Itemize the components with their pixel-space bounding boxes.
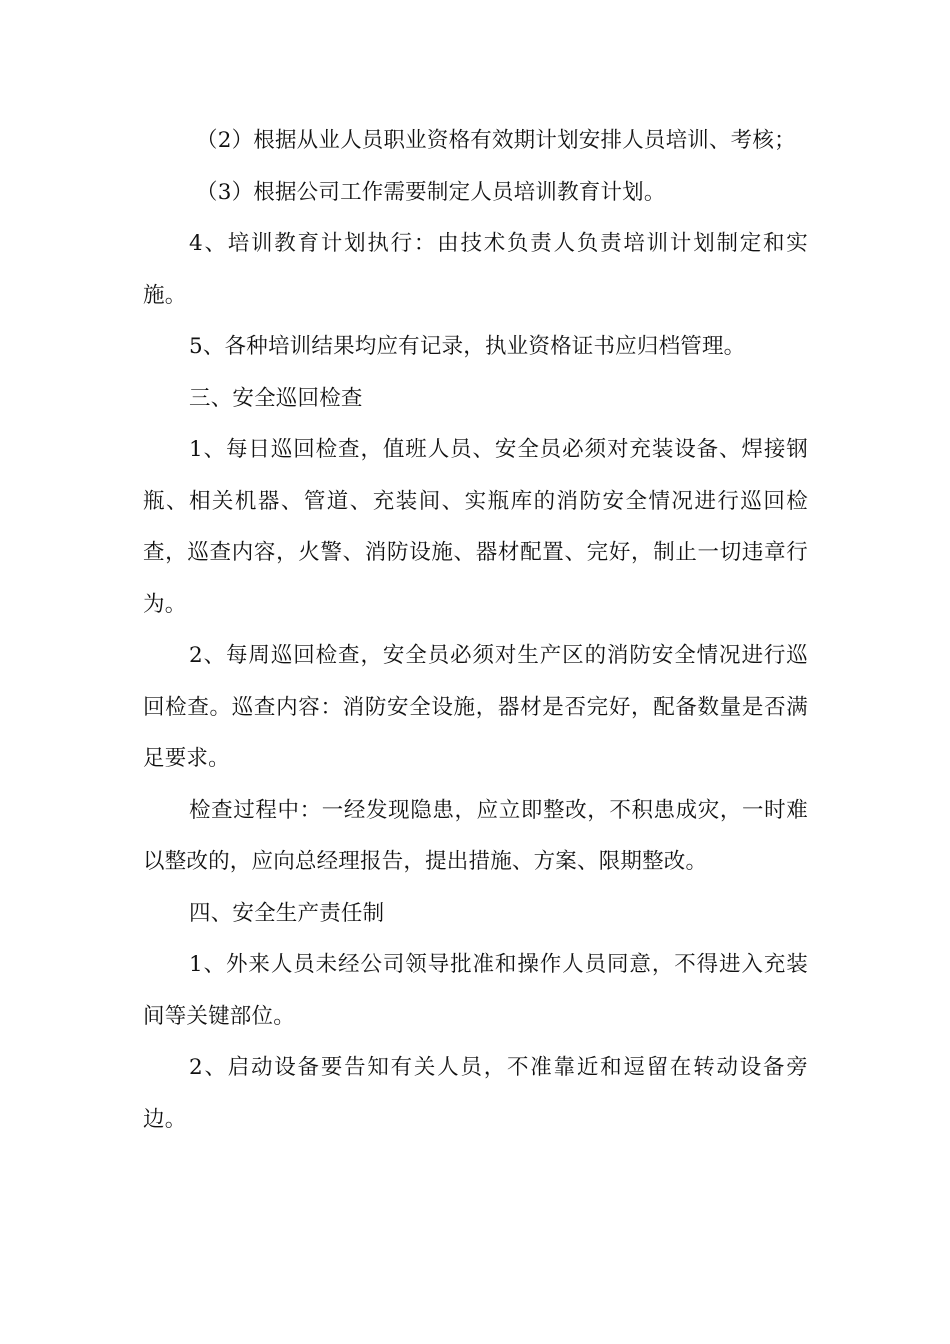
paragraph-outsider-access: 1、外来人员未经公司领导批准和操作人员同意，不得进入充装间等关键部位。 [143,952,808,1029]
paragraph-weekly-patrol: 2、每周巡回检查，安全员必须对生产区的消防安全情况进行巡回检查。巡查内容：消防安全设施，器材是否完好，配备数量是否满足要求。 [143,643,808,771]
section-heading-safety-responsibility: 四、安全生产责任制 [189,900,385,926]
paragraph-training-by-qualification: （2）根据从业人员职业资格有效期计划安排人员培训、考核； [196,128,796,153]
paragraph-training-records: 5、各种培训结果均应有记录，执业资格证书应归档管理。 [189,334,746,359]
document-body [143,115,808,1145]
section-heading-safety-patrol: 三、安全巡回检查 [189,385,363,411]
paragraph-equipment-startup: 2、启动设备要告知有关人员，不准靠近和逗留在转动设备旁边。 [143,1055,808,1132]
paragraph-inspection-process: 检查过程中：一经发现隐患，应立即整改，不积患成灾，一时难以整改的，应向总经理报告，提出措施、方案、限期整改。 [143,797,808,874]
paragraph-training-plan-execution: 4、培训教育计划执行：由技术负责人负责培训计划制定和实施。 [143,231,808,308]
paragraph-daily-patrol: 1、每日巡回检查，值班人员、安全员必须对充装设备、焊接钢瓶、相关机器、管道、充装间、实瓶库的消防安全情况进行巡回检查，巡查内容，火警、消防设施、器材配置、完好，制止一切违章行为。 [143,437,808,617]
paragraph-training-plan-by-need: （3）根据公司工作需要制定人员培训教育计划。 [196,179,666,205]
